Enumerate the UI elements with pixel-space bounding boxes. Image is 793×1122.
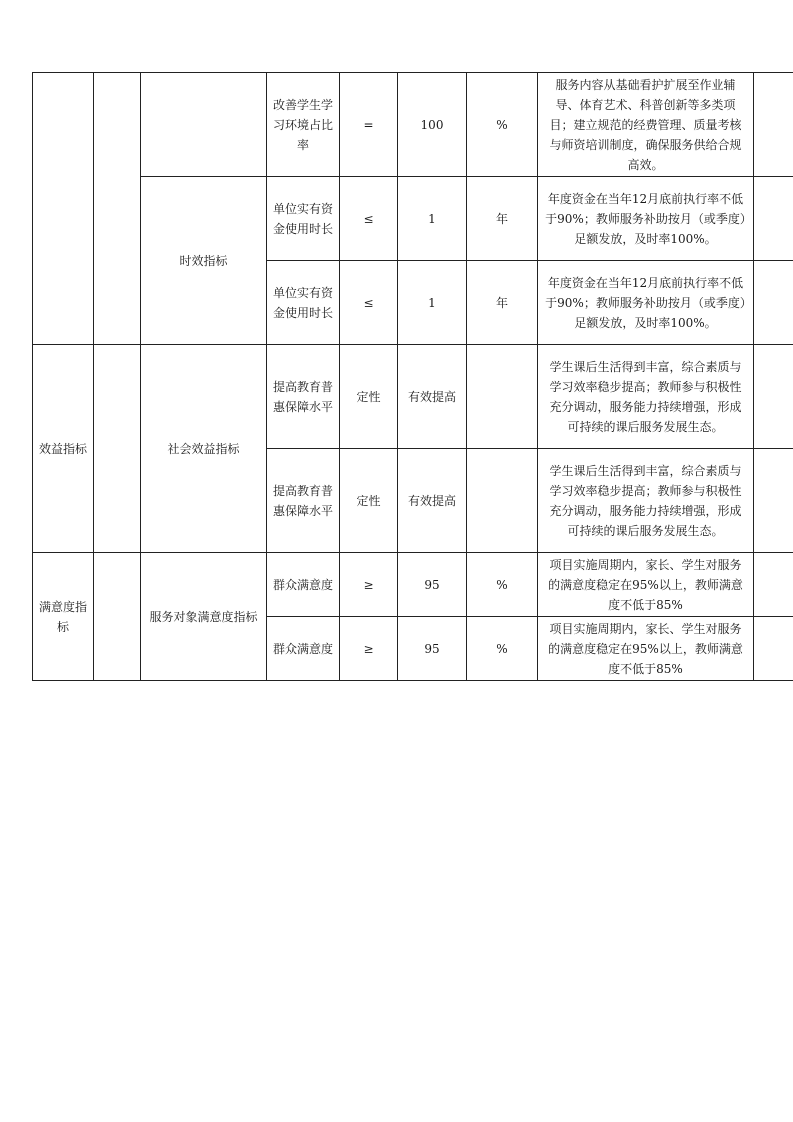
table-row xyxy=(33,177,793,261)
target-value-cell: 100 xyxy=(398,73,467,177)
remark-cell xyxy=(754,73,793,177)
secondary-indicator-cell: 社会效益指标 xyxy=(141,345,267,553)
remark-cell xyxy=(754,177,793,261)
operator-cell: ≤ xyxy=(340,177,398,261)
unit-cell: 年 xyxy=(467,261,538,345)
operator-cell: = xyxy=(340,73,398,177)
target-value-cell: 1 xyxy=(398,177,467,261)
indicator-name-cell: 单位实有资金使用时长 xyxy=(267,261,340,345)
operator-cell: 定性 xyxy=(340,345,398,449)
description-cell: 年度资金在当年12月底前执行率不低于90%；教师服务补助按月（或季度）足额发放，及时率100%。 xyxy=(538,261,754,345)
unit-cell xyxy=(467,345,538,449)
primary-indicator-cell: 满意度指标 xyxy=(33,553,94,681)
performance-indicator-table xyxy=(32,72,793,681)
description-cell: 学生课后生活得到丰富，综合素质与学习效率稳步提高；教师参与积极性充分调动，服务能力持续增强，形成可持续的课后服务发展生态。 xyxy=(538,345,754,449)
primary-indicator-cell xyxy=(33,73,94,345)
tertiary-indicator-cell xyxy=(94,553,141,681)
unit-cell xyxy=(467,449,538,553)
target-value-cell: 95 xyxy=(398,553,467,617)
remark-cell xyxy=(754,553,793,617)
indicator-name-cell: 改善学生学习环境占比率 xyxy=(267,73,340,177)
indicator-name-cell: 群众满意度 xyxy=(267,553,340,617)
secondary-indicator-cell: 时效指标 xyxy=(141,177,267,345)
target-value-cell: 1 xyxy=(398,261,467,345)
tertiary-indicator-cell xyxy=(94,73,141,345)
unit-cell: % xyxy=(467,617,538,681)
indicator-name-cell: 群众满意度 xyxy=(267,617,340,681)
secondary-indicator-cell: 服务对象满意度指标 xyxy=(141,553,267,681)
indicator-name-cell: 提高教育普惠保障水平 xyxy=(267,449,340,553)
description-cell: 项目实施周期内，家长、学生对服务的满意度稳定在95%以上，教师满意度不低于85% xyxy=(538,617,754,681)
unit-cell: 年 xyxy=(467,177,538,261)
tertiary-indicator-cell xyxy=(94,345,141,553)
operator-cell: ≥ xyxy=(340,617,398,681)
description-cell: 年度资金在当年12月底前执行率不低于90%；教师服务补助按月（或季度）足额发放，及时率100%。 xyxy=(538,177,754,261)
unit-cell: % xyxy=(467,553,538,617)
remark-cell xyxy=(754,345,793,449)
operator-cell: 定性 xyxy=(340,449,398,553)
remark-cell xyxy=(754,617,793,681)
operator-cell: ≤ xyxy=(340,261,398,345)
primary-indicator-cell: 效益指标 xyxy=(33,345,94,553)
description-cell: 项目实施周期内，家长、学生对服务的满意度稳定在95%以上，教师满意度不低于85% xyxy=(538,553,754,617)
unit-cell: % xyxy=(467,73,538,177)
indicator-name-cell: 提高教育普惠保障水平 xyxy=(267,345,340,449)
table-row xyxy=(33,345,793,449)
target-value-cell: 有效提高 xyxy=(398,345,467,449)
operator-cell: ≥ xyxy=(340,553,398,617)
remark-cell xyxy=(754,261,793,345)
table-row xyxy=(33,553,793,617)
target-value-cell: 95 xyxy=(398,617,467,681)
indicator-name-cell: 单位实有资金使用时长 xyxy=(267,177,340,261)
target-value-cell: 有效提高 xyxy=(398,449,467,553)
description-cell: 服务内容从基础看护扩展至作业辅导、体育艺术、科普创新等多类项目；建立规范的经费管理、质量考核与师资培训制度，确保服务供给合规高效。 xyxy=(538,73,754,177)
description-cell: 学生课后生活得到丰富，综合素质与学习效率稳步提高；教师参与积极性充分调动，服务能力持续增强，形成可持续的课后服务发展生态。 xyxy=(538,449,754,553)
table-row xyxy=(33,73,793,177)
remark-cell xyxy=(754,449,793,553)
secondary-indicator-cell xyxy=(141,73,267,177)
